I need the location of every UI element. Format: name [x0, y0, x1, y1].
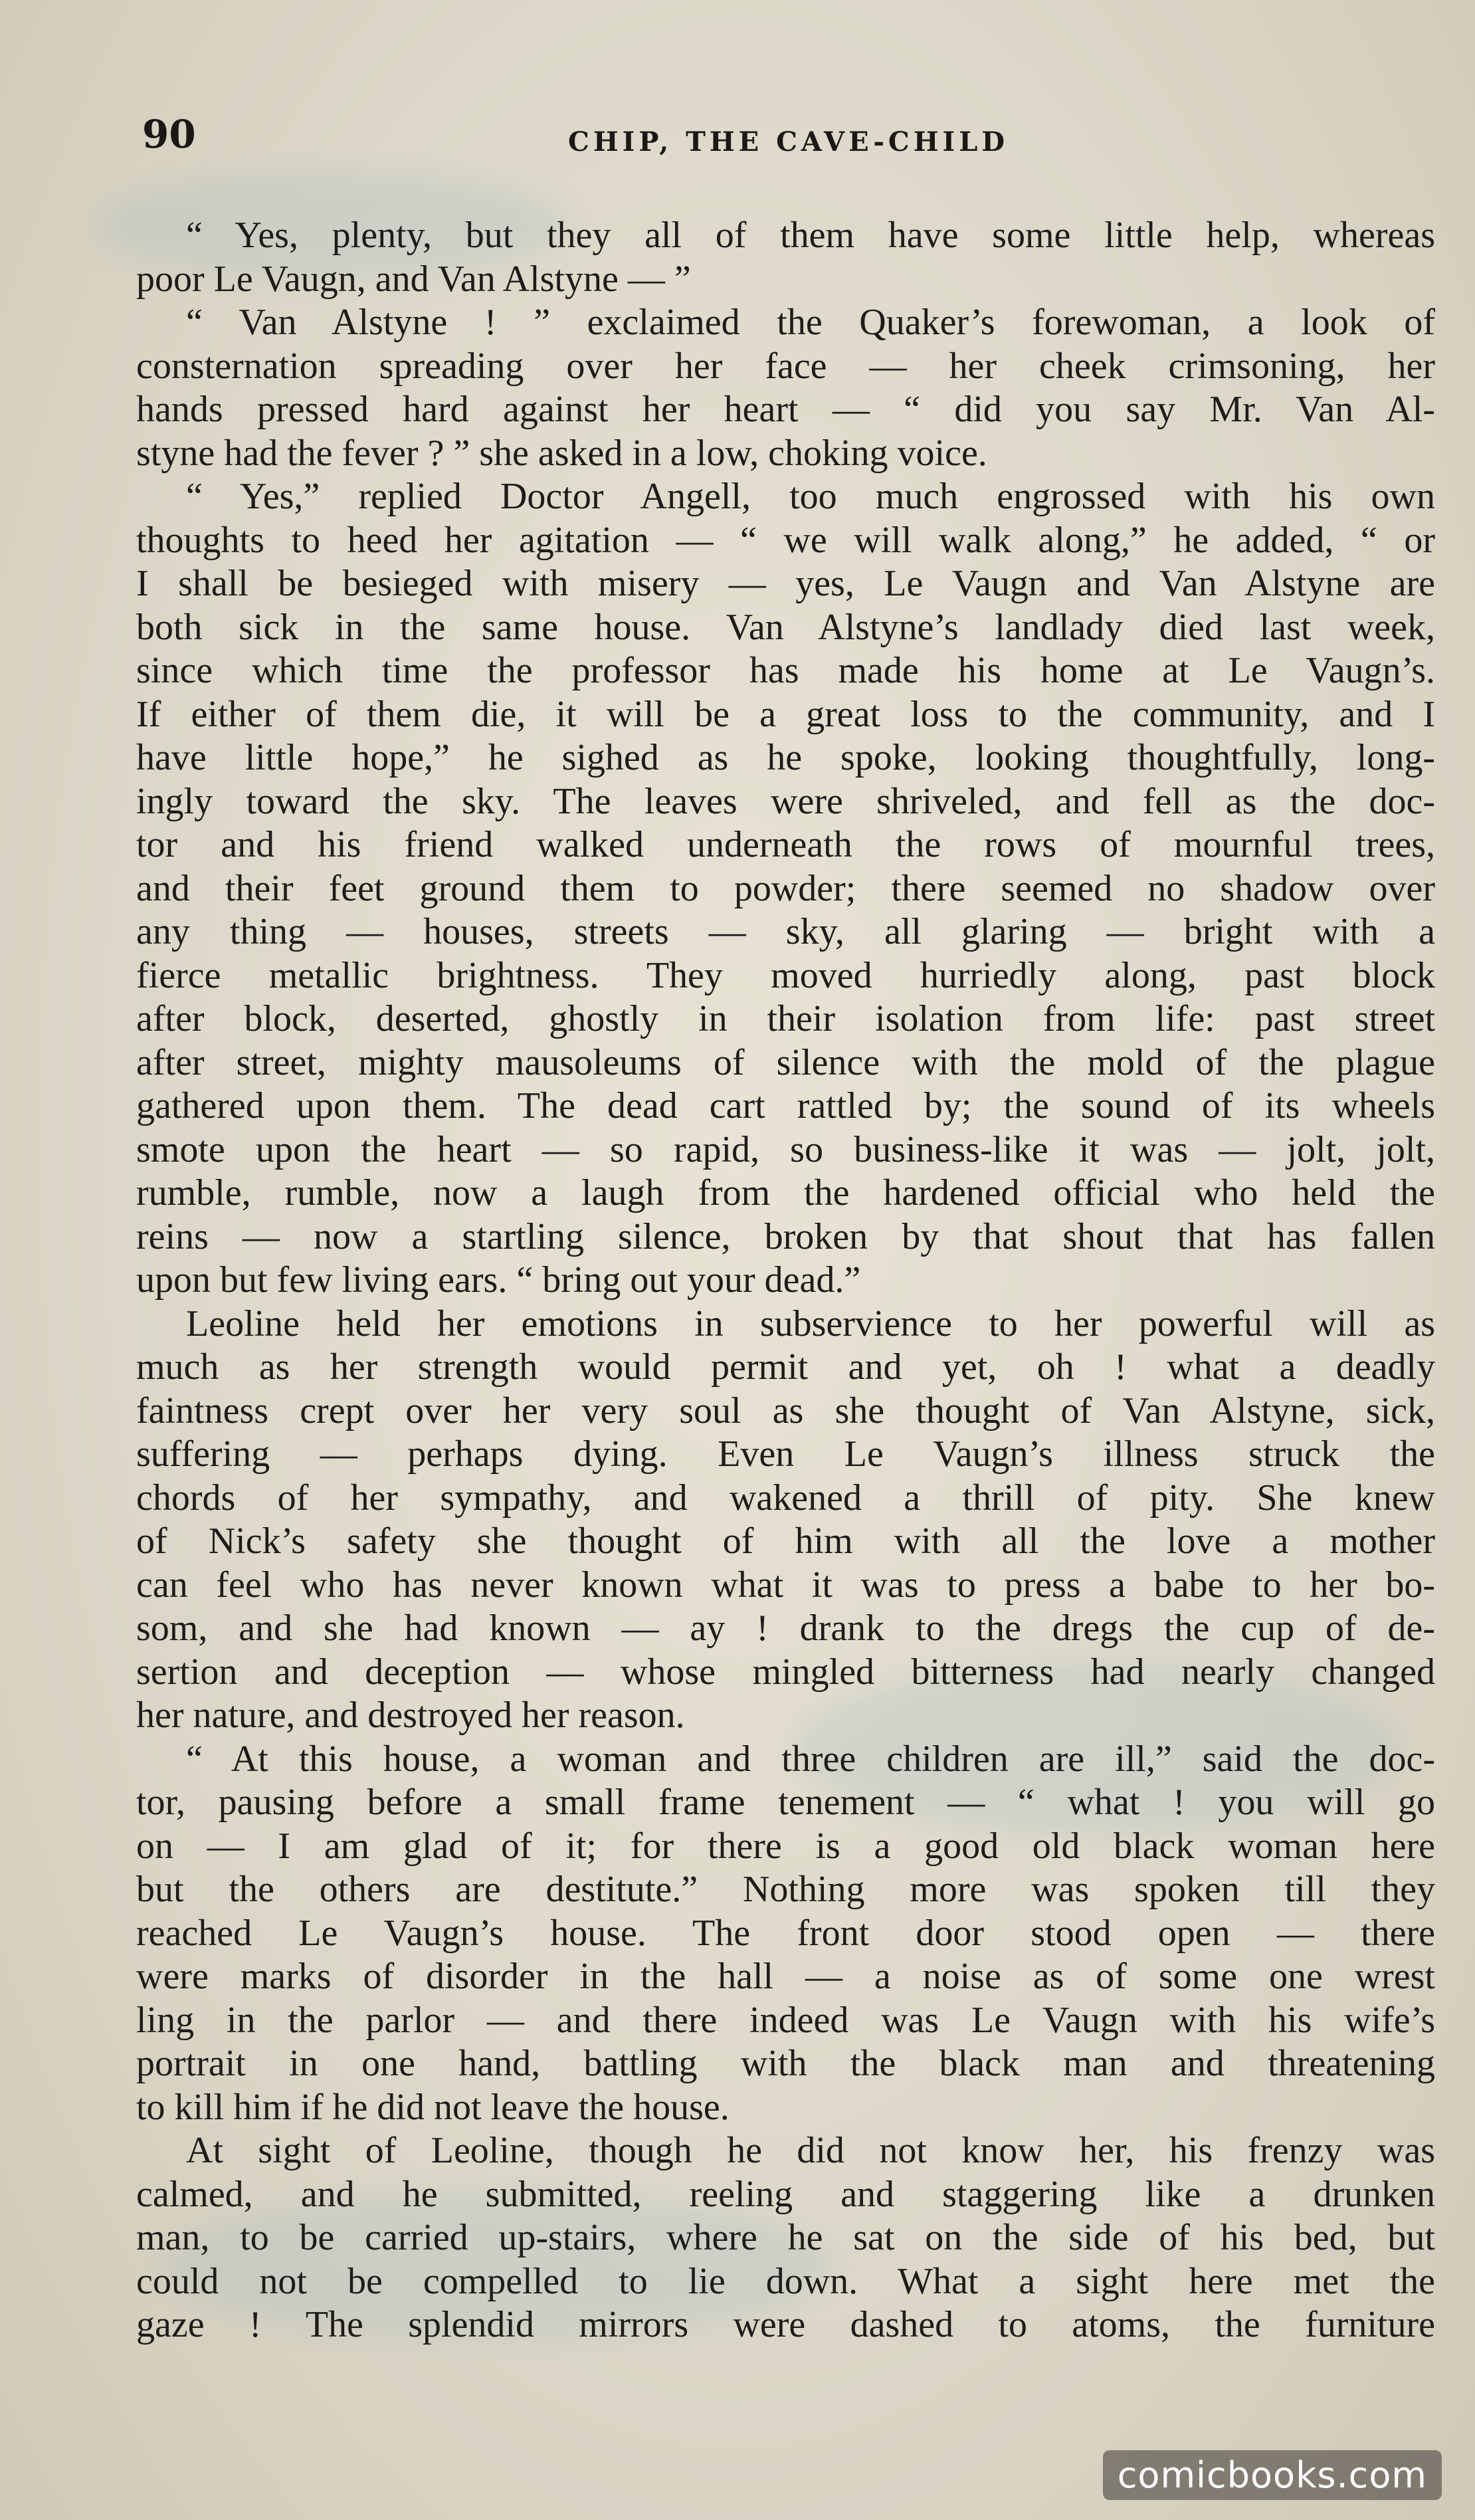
text-line: much as her strength would permit and yet, oh ! what a deadly [136, 1346, 1435, 1388]
text-line: fierce metallic brightness. They moved hurriedly along, past block [136, 954, 1435, 996]
text-line: At sight of Leoline, though he did not know her, his frenzy was [186, 2130, 1435, 2171]
text-line: calmed, and he submitted, reeling and staggering like a drunken [136, 2173, 1435, 2215]
text-line: both sick in the same house. Van Alstyne’s landlady died last week, [136, 606, 1435, 648]
page-number: 90 [142, 112, 196, 157]
text-line: Leoline held her emotions in subservience to her powerful will as [186, 1303, 1435, 1344]
text-line: could not be compelled to lie down. What a sight here met the [136, 2260, 1435, 2302]
text-line: have little hope,” he sighed as he spoke, looking thoughtfully, long- [136, 737, 1435, 778]
text-line: of Nick’s safety she thought of him with all the love a mother [136, 1521, 1435, 1562]
text-line: ingly toward the sky. The leaves were shriveled, and fell as the doc- [136, 780, 1435, 822]
text-line: styne had the fever ? ” she asked in a low, choking voice. [136, 432, 987, 474]
text-line: tor, pausing before a small frame tenement — “ what ! you will go [136, 1782, 1435, 1823]
text-line: “ Yes, plenty, but they all of them have some little help, whereas [186, 215, 1435, 256]
text-line: chords of her sympathy, and wakened a thrill of pity. She knew [136, 1477, 1435, 1519]
text-line: thoughts to heed her agitation — “ we will walk along,” he added, “ or [136, 519, 1435, 561]
text-line: “ Van Alstyne ! ” exclaimed the Quaker’s forewoman, a look of [186, 302, 1435, 343]
text-line: were marks of disorder in the hall — a noise as of some one wrest [136, 1956, 1435, 1997]
running-head: CHIP, THE CAVE-CHILD [568, 126, 1009, 158]
text-line: If either of them die, it will be a great loss to the community, and I [136, 693, 1435, 735]
text-line: hands pressed hard against her heart — “ did you say Mr. Van Al- [136, 389, 1435, 430]
text-line: after street, mighty mausoleums of silence with the mold of the plague [136, 1041, 1435, 1083]
text-line: but the others are destitute.” Nothing more was spoken till they [136, 1869, 1435, 1910]
text-line: reins — now a startling silence, broken by that shout that has fallen [136, 1215, 1435, 1257]
text-line: man, to be carried up-stairs, where he sat on the side of his bed, but [136, 2217, 1435, 2258]
text-line: sertion and deception — whose mingled bitterness had nearly changed [136, 1651, 1435, 1693]
text-line: to kill him if he did not leave the house. [136, 2086, 730, 2128]
text-line: I shall be besieged with misery — yes, Le Vaugn and Van Alstyne are [136, 563, 1435, 604]
text-line: after block, deserted, ghostly in their isolation from life: past street [136, 998, 1435, 1039]
text-line: consternation spreading over her face — her cheek crimsoning, her [136, 345, 1435, 387]
site-watermark: comicbooks.com [1103, 2450, 1442, 2500]
text-line: suffering — perhaps dying. Even Le Vaugn’s illness struck the [136, 1433, 1435, 1475]
text-line: rumble, rumble, now a laugh from the hardened official who held the [136, 1172, 1435, 1213]
text-line: on — I am glad of it; for there is a good old black woman here [136, 1825, 1435, 1867]
text-line: “ At this house, a woman and three children are ill,” said the doc- [186, 1738, 1435, 1780]
text-line: since which time the professor has made his home at Le Vaugn’s. [136, 650, 1435, 691]
text-line: portrait in one hand, battling with the black man and threatening [136, 2043, 1435, 2084]
text-line: can feel who has never known what it was to press a babe to her bo- [136, 1564, 1435, 1606]
text-line: faintness crept over her very soul as she thought of Van Alstyne, sick, [136, 1390, 1435, 1431]
text-line: gaze ! The splendid mirrors were dashed to atoms, the furniture [136, 2304, 1435, 2345]
text-line: ling in the parlor — and there indeed was Le Vaugn with his wife’s [136, 1999, 1435, 2041]
text-line: smote upon the heart — so rapid, so business-like it was — jolt, jolt, [136, 1128, 1435, 1170]
body-text [136, 214, 1435, 2347]
text-line: gathered upon them. The dead cart rattled by; the sound of its wheels [136, 1085, 1435, 1126]
text-line: upon but few living ears. “ bring out your dead.” [136, 1259, 861, 1301]
text-line: reached Le Vaugn’s house. The front door stood open — there [136, 1912, 1435, 1954]
text-line: som, and she had known — ay ! drank to the dregs the cup of de- [136, 1608, 1435, 1649]
text-line: her nature, and destroyed her reason. [136, 1695, 685, 1736]
text-line: poor Le Vaugn, and Van Alstyne — ” [136, 258, 691, 300]
text-line: any thing — houses, streets — sky, all glaring — bright with a [136, 911, 1435, 952]
text-line: and their feet ground them to powder; there seemed no shadow over [136, 867, 1435, 909]
text-line: tor and his friend walked underneath the rows of mournful trees, [136, 824, 1435, 865]
text-line: “ Yes,” replied Doctor Angell, too much engrossed with his own [186, 476, 1435, 517]
